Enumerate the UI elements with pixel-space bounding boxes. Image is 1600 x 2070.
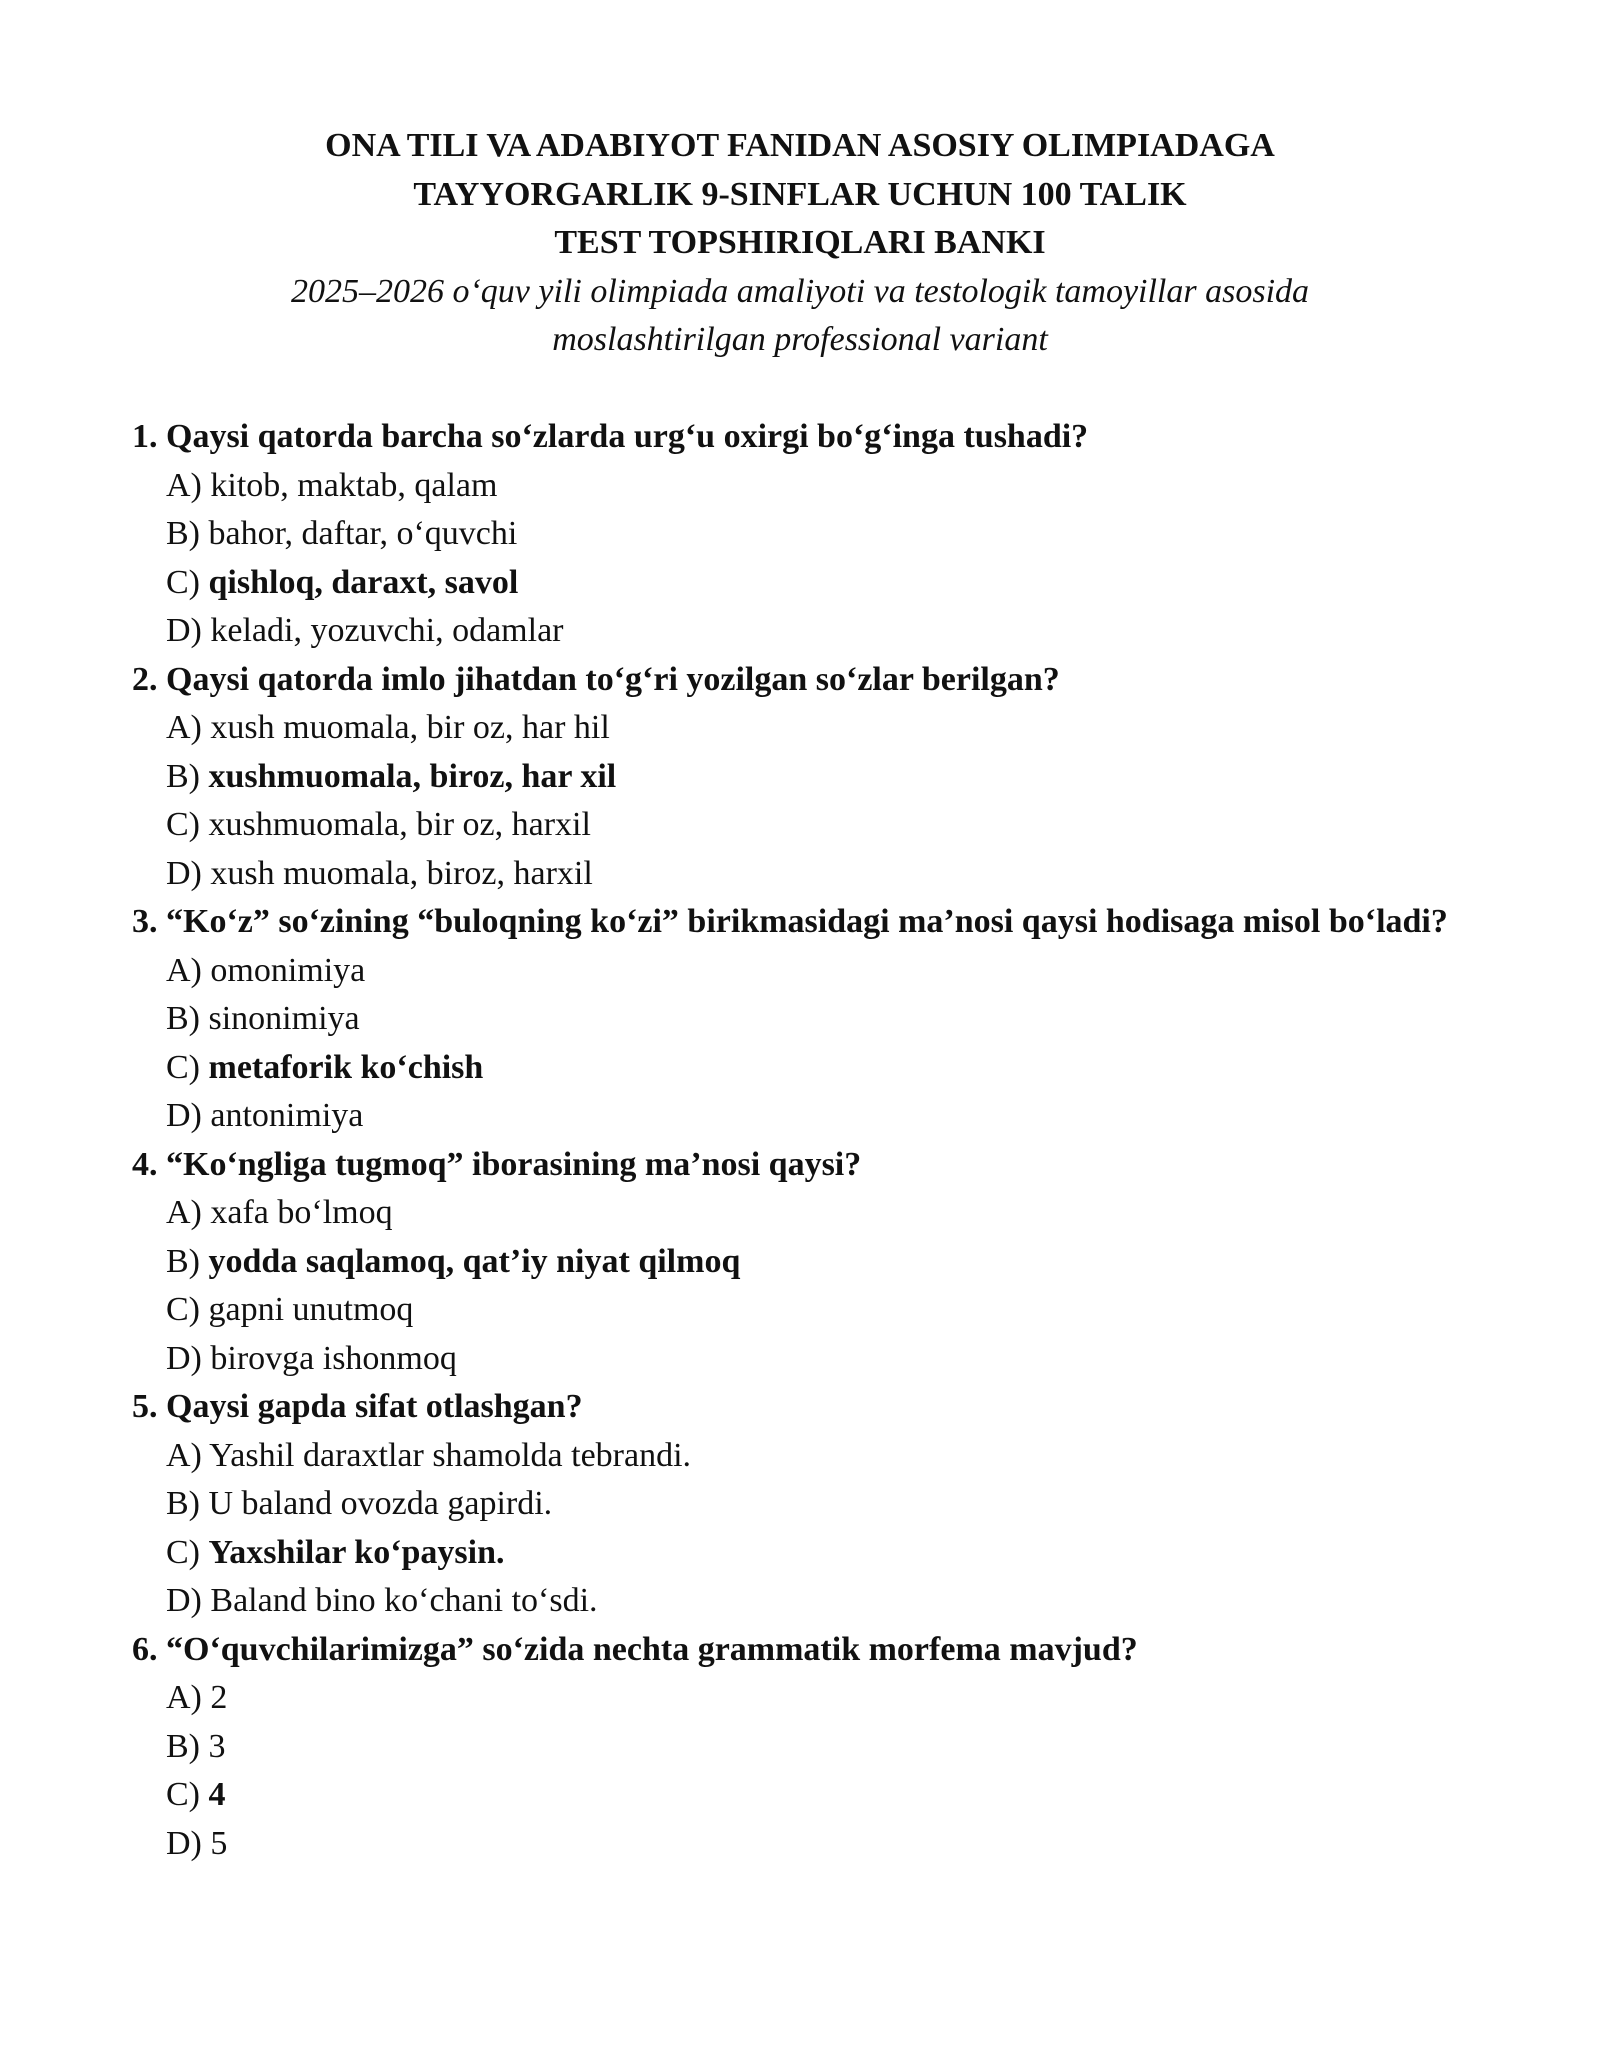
option-a xyxy=(132,1432,1462,1481)
question-number: 1. xyxy=(132,418,158,455)
option-letter: C) xyxy=(166,1776,200,1813)
option-text: gapni unutmoq xyxy=(208,1291,414,1328)
option-letter: D) xyxy=(166,1097,202,1134)
option-letter: B) xyxy=(166,515,200,552)
option-text: xushmuomala, bir oz, harxil xyxy=(208,806,591,843)
question-prompt: Qaysi qatorda imlo jihatdan to‘g‘ri yozilgan so‘zlar berilgan? xyxy=(166,660,1060,698)
option-letter: A) xyxy=(166,466,202,504)
option-a xyxy=(132,1189,1462,1238)
option-letter: B) xyxy=(166,1485,200,1522)
question-prompt: “O‘quvchilarimizga” so‘zida nechta grammatik morfema mavjud? xyxy=(166,1630,1138,1668)
option-text: 5 xyxy=(210,1824,228,1862)
option-d xyxy=(132,607,1462,656)
question-text xyxy=(132,656,1462,705)
option-text: xush muomala, biroz, harxil xyxy=(210,854,593,892)
option-a xyxy=(132,947,1462,996)
question-6 xyxy=(132,1626,1462,1869)
option-letter: C) xyxy=(166,1048,200,1086)
option-letter: D) xyxy=(166,1339,202,1377)
option-d xyxy=(132,1820,1462,1869)
question-text xyxy=(132,1141,1462,1190)
option-letter: C) xyxy=(166,806,200,843)
option-letter: C) xyxy=(166,563,200,601)
option-text: qishloq, daraxt, savol xyxy=(208,563,519,601)
option-letter: B) xyxy=(166,1727,200,1765)
option-text: omonimiya xyxy=(210,951,366,989)
option-c xyxy=(132,1286,1462,1335)
option-a xyxy=(132,704,1462,753)
question-text xyxy=(132,1383,1462,1432)
option-text: birovga ishonmoq xyxy=(210,1339,457,1377)
option-c-correct xyxy=(132,559,1462,608)
option-letter: D) xyxy=(166,854,202,892)
option-letter: A) xyxy=(166,951,202,989)
option-text: xafa bo‘lmoq xyxy=(210,1194,393,1231)
question-number: 6. xyxy=(132,1630,158,1668)
option-letter: A) xyxy=(166,1194,202,1231)
option-text: 4 xyxy=(208,1776,226,1813)
option-text: Baland bino ko‘chani to‘sdi. xyxy=(210,1582,598,1619)
option-text: sinonimiya xyxy=(208,1000,360,1037)
option-text: U baland ovozda gapirdi. xyxy=(208,1485,553,1522)
option-d xyxy=(132,1335,1462,1384)
option-c-correct xyxy=(132,1771,1462,1820)
option-c-correct xyxy=(132,1529,1462,1578)
option-letter: C) xyxy=(166,1291,200,1328)
title-line-2: TAYYORGARLIK 9-SINFLAR UCHUN 100 TALIK xyxy=(413,175,1187,213)
title-line-1: ONA TILI VA ADABIYOT FANIDAN ASOSIY OLIMPIADAGA xyxy=(325,127,1275,164)
option-letter: A) xyxy=(166,1436,202,1474)
subtitle-line-1: 2025–2026 o‘quv yili olimpiada amaliyoti va testologik tamoyillar asosida xyxy=(290,272,1310,310)
option-b xyxy=(132,1480,1462,1529)
option-b xyxy=(132,510,1462,559)
option-letter: B) xyxy=(166,1242,200,1280)
option-a xyxy=(132,462,1462,511)
option-text: bahor, daftar, o‘quvchi xyxy=(208,515,518,552)
question-prompt: Qaysi gapda sifat otlashgan? xyxy=(166,1388,583,1425)
option-b-correct xyxy=(132,1238,1462,1287)
option-text: keladi, yozuvchi, odamlar xyxy=(210,612,564,649)
option-letter: B) xyxy=(166,757,200,795)
question-number: 3. xyxy=(132,903,158,940)
question-number: 5. xyxy=(132,1388,158,1425)
option-d xyxy=(132,850,1462,899)
option-text: kitob, maktab, qalam xyxy=(210,466,498,504)
question-text xyxy=(132,898,1462,947)
option-a xyxy=(132,1674,1462,1723)
question-2 xyxy=(132,656,1462,899)
option-letter: D) xyxy=(166,1582,202,1619)
question-text xyxy=(132,1626,1462,1675)
question-5 xyxy=(132,1383,1462,1626)
question-4 xyxy=(132,1141,1462,1384)
option-text: Yashil daraxtlar shamolda tebrandi. xyxy=(209,1436,692,1474)
subtitle-line-2: moslashtirilgan professional variant xyxy=(552,321,1048,358)
option-letter: A) xyxy=(166,1679,202,1716)
question-number: 4. xyxy=(132,1145,158,1183)
question-list xyxy=(132,413,1462,1868)
option-text: yodda saqlamoq, qat’iy niyat qilmoq xyxy=(208,1242,741,1280)
option-letter: B) xyxy=(166,1000,200,1037)
option-text: metaforik ko‘chish xyxy=(208,1048,484,1086)
option-b-correct xyxy=(132,753,1462,802)
question-prompt: “Ko‘z” so‘zining “buloqning ko‘zi” birikmasidagi ma’nosi qaysi hodisaga misol bo‘ladi? xyxy=(166,903,1448,940)
option-text: xush muomala, bir oz, har hil xyxy=(210,709,610,746)
option-c-correct xyxy=(132,1044,1462,1093)
option-d xyxy=(132,1092,1462,1141)
option-letter: A) xyxy=(166,709,202,746)
option-text: xushmuomala, biroz, har xil xyxy=(208,757,617,795)
option-letter: D) xyxy=(166,1824,202,1862)
option-d xyxy=(132,1577,1462,1626)
option-text: antonimiya xyxy=(210,1097,364,1134)
question-prompt: “Ko‘ngliga tugmoq” iborasining ma’nosi qaysi? xyxy=(166,1145,862,1183)
option-b xyxy=(132,1723,1462,1772)
option-text: Yaxshilar ko‘paysin. xyxy=(208,1533,505,1571)
title-line-3: TEST TOPSHIRIQLARI BANKI xyxy=(554,224,1046,261)
question-number: 2. xyxy=(132,660,158,698)
option-letter: D) xyxy=(166,612,202,649)
option-c xyxy=(132,801,1462,850)
question-3 xyxy=(132,898,1462,1141)
question-text xyxy=(132,413,1462,462)
option-b xyxy=(132,995,1462,1044)
option-letter: C) xyxy=(166,1533,200,1571)
option-text: 3 xyxy=(208,1727,226,1765)
document-header xyxy=(0,122,1600,365)
question-prompt: Qaysi qatorda barcha so‘zlarda urg‘u oxirgi bo‘g‘inga tushadi? xyxy=(166,418,1089,455)
question-1 xyxy=(132,413,1462,656)
option-text: 2 xyxy=(210,1679,228,1716)
